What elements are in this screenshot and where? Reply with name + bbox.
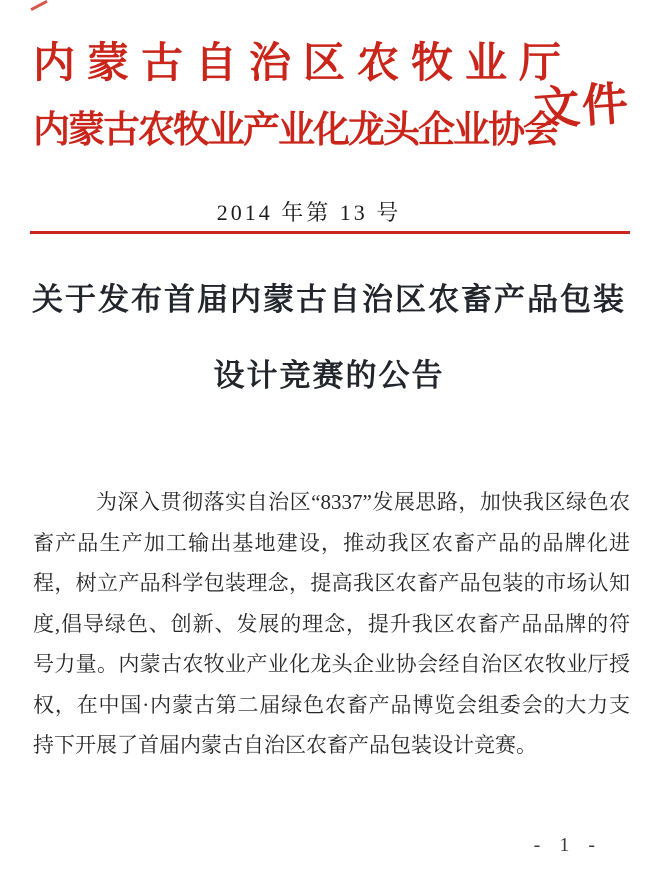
body-text-line: 权，在中国·内蒙古第二届绿色农畜产品博览会组委会的大力支	[33, 692, 630, 717]
body-text-line: 畜产品生产加工输出基地建设，推动我区农畜产品的品牌化进	[33, 530, 630, 555]
page-number: - 1 -	[533, 834, 602, 856]
issuing-org-primary: 内蒙古自治区农牧业厅	[33, 41, 574, 87]
document-number: 2014 年第 13 号	[216, 200, 402, 225]
body-text-line: 度,倡导绿色、创新、发展的理念，提升我区农畜产品品牌的符	[33, 611, 630, 636]
scan-artifact-mark	[30, 0, 47, 11]
body-text-line: 持下开展了首届内蒙古自治区农畜产品包装设计竞赛。	[33, 733, 537, 757]
document-title-line-1: 关于发布首届内蒙古自治区农畜产品包装	[32, 282, 626, 317]
issuing-org-secondary: 内蒙古农牧业产业化龙头企业协会	[33, 110, 558, 151]
document-title-line-2: 设计竞赛的公告	[213, 358, 445, 393]
body-text-line: 号力量。内蒙古农牧业产业化龙头企业协会经自治区农牧业厅授	[33, 652, 630, 676]
body-text-line: 为深入贯彻落实自治区“8337”发展思路，加快我区绿色农	[96, 490, 630, 514]
document-body	[33, 482, 630, 766]
document-title	[0, 280, 658, 396]
body-text-line: 程，树立产品科学包装理念，提高我区农畜产品包装的市场认知	[33, 571, 630, 595]
document-type-label: 文件	[532, 77, 632, 136]
red-divider-line	[30, 231, 630, 234]
